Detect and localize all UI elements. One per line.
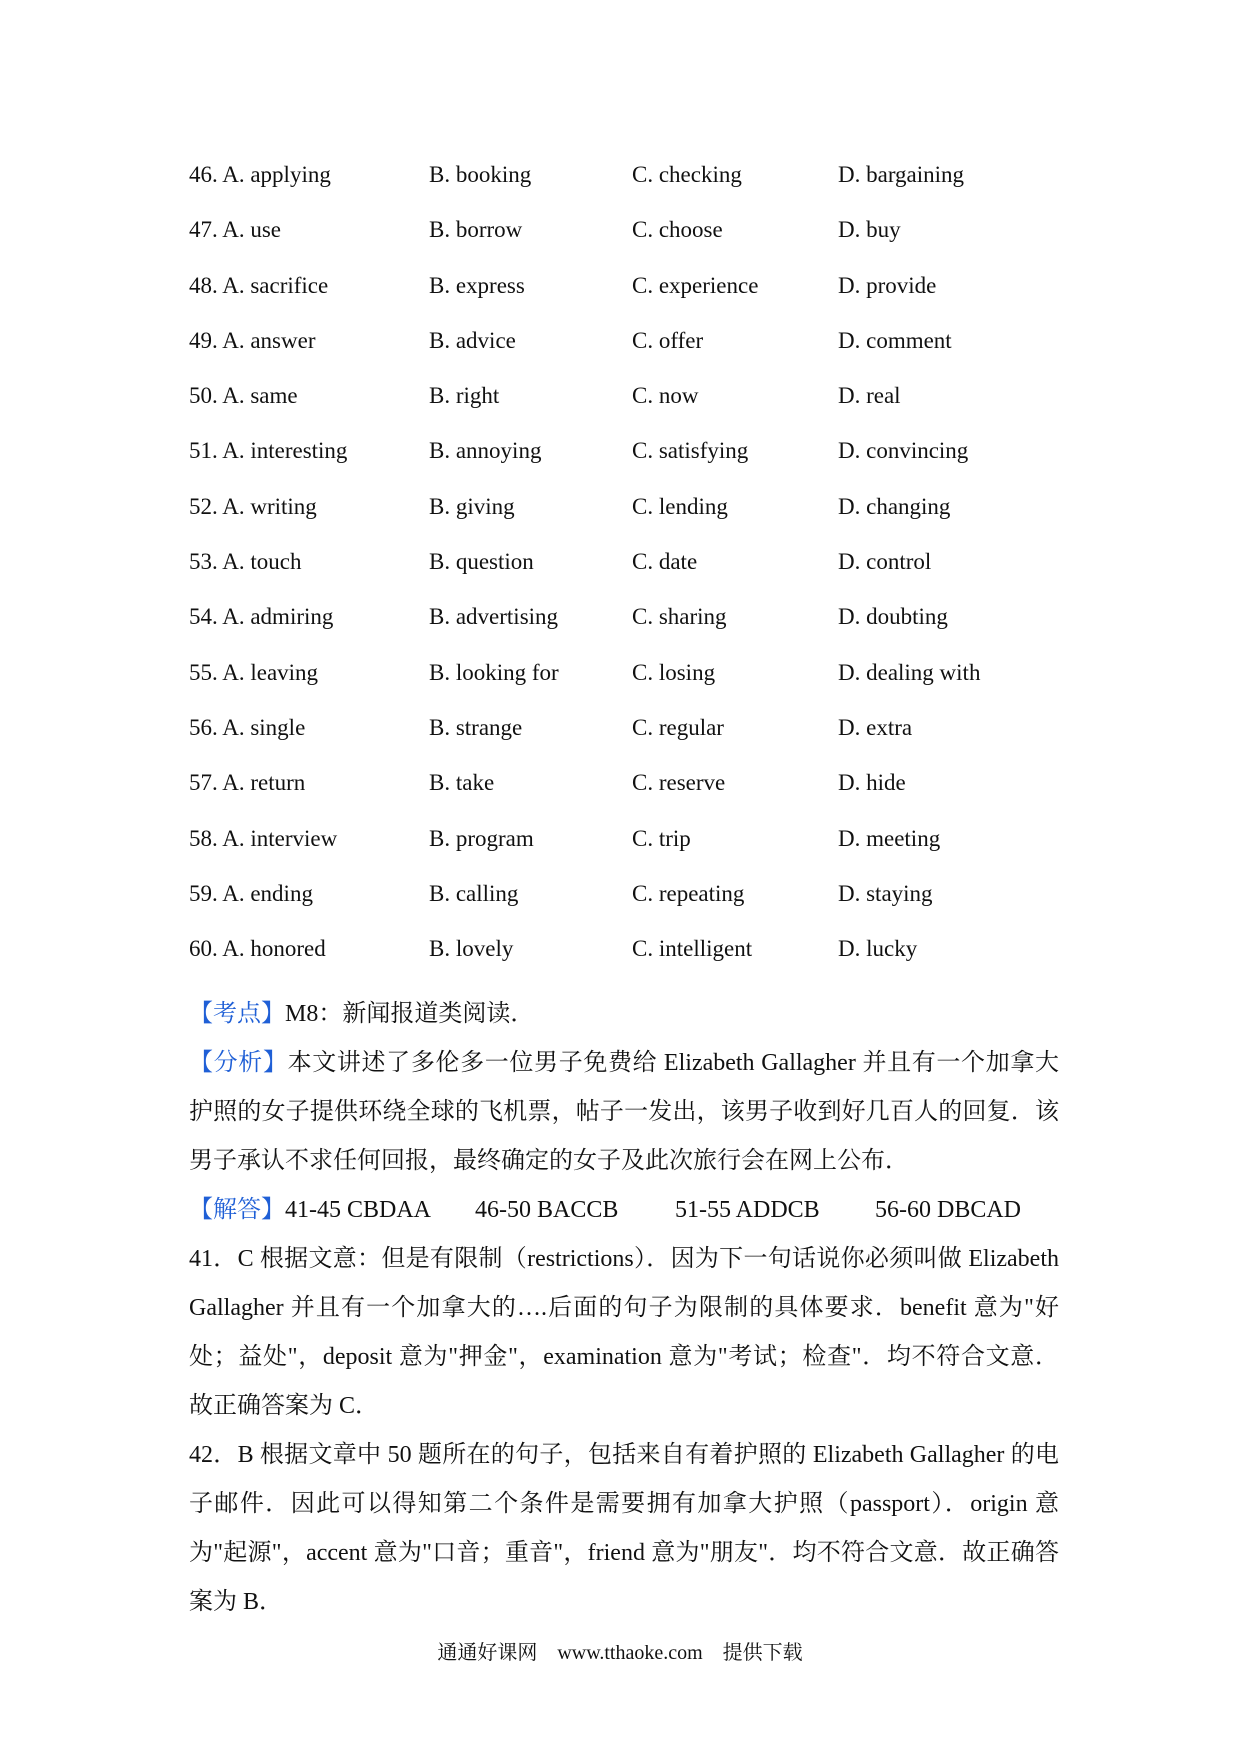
- explanation-42: 42．B 根据文章中 50 题所在的句子，包括来自有着护照的 Elizabeth Gallagher 的电子邮件．因此可以得知第二个条件是需要拥有加拿大护照（passport）．origin 意为"起源"，accent 意为"口音；重音"，friend 意为"朋友"．均不符合文意．故正确答案为 B．: [189, 1442, 1059, 1615]
- option-a: 53. A. touch: [189, 549, 302, 575]
- option-c: C. trip: [632, 825, 691, 851]
- answer-group: 51-55 ADDCB: [675, 1197, 820, 1223]
- analysis-section: [189, 990, 1059, 1627]
- option-c: C. lending: [632, 493, 728, 519]
- option-b: B. annoying: [429, 438, 542, 464]
- option-c: C. sharing: [632, 604, 727, 630]
- option-c: C. checking: [632, 162, 742, 187]
- page-footer: 通通好课网 www.tthaoke.com 提供下载: [437, 1642, 803, 1664]
- options-table: [189, 160, 1089, 989]
- option-a: 48. A. sacrifice: [189, 272, 329, 298]
- option-b: B. strange: [429, 714, 523, 740]
- explanation-41: 41．C 根据文意：但是有限制（restrictions）．因为下一句话说你必须叫做 Elizabeth Gallagher 并且有一个加拿大的….后面的句子为限制的具体要求．benefit 意为"好处；益处"，deposit 意为"押金"，examination 意为"考试；检查"．均不符合文意．故正确答案为 C．: [189, 1246, 1059, 1419]
- option-row-57: [189, 768, 1089, 823]
- option-b: B. advertising: [429, 604, 559, 630]
- option-row-46: [189, 160, 1089, 215]
- option-a: 59. A. ending: [189, 880, 313, 906]
- answer-group: 56-60 DBCAD: [875, 1197, 1022, 1223]
- option-b: B. lovely: [429, 936, 514, 962]
- option-c: C. reserve: [632, 770, 726, 796]
- option-row-49: [189, 326, 1089, 381]
- option-row-47: [189, 215, 1089, 270]
- option-d: D. staying: [838, 880, 933, 906]
- option-d: D. real: [838, 383, 901, 409]
- fenxi-text: 本文讲述了多伦多一位男子免费给 Elizabeth Gallagher 并且有一个加拿大护照的女子提供环绕全球的飞机票，帖子一发出，该男子收到好几百人的回复．该男子承认不求任何回报，最终确定的女子及此次旅行会在网上公布．: [189, 1050, 1059, 1174]
- option-row-58: [189, 824, 1089, 879]
- option-d: D. hide: [838, 770, 906, 796]
- option-b: B. advice: [429, 327, 516, 353]
- option-d: D. comment: [838, 327, 952, 353]
- option-row-48: [189, 271, 1089, 326]
- kaodian-tag: 【考点】: [189, 1001, 285, 1027]
- option-d: D. bargaining: [838, 162, 965, 187]
- answer-group: 41-45 CBDAA: [285, 1197, 432, 1223]
- option-row-54: [189, 602, 1089, 657]
- option-a: 57. A. return: [189, 770, 306, 796]
- option-row-52: [189, 492, 1089, 547]
- option-d: D. provide: [838, 272, 937, 298]
- option-d: D. convincing: [838, 438, 969, 464]
- option-c: C. satisfying: [632, 438, 749, 464]
- option-b: B. giving: [429, 493, 515, 519]
- option-a: 50. A. same: [189, 383, 298, 409]
- option-c: C. regular: [632, 714, 724, 740]
- option-a: 46. A. applying: [189, 162, 331, 187]
- option-a: 60. A. honored: [189, 936, 326, 962]
- option-a: 47. A. use: [189, 217, 281, 243]
- option-row-60: [189, 934, 1089, 989]
- option-row-59: [189, 879, 1089, 934]
- option-b: B. booking: [429, 162, 532, 187]
- option-b: B. express: [429, 272, 525, 298]
- option-c: C. date: [632, 549, 698, 575]
- option-c: C. now: [632, 383, 699, 409]
- option-d: D. extra: [838, 714, 913, 740]
- option-a: 51. A. interesting: [189, 438, 348, 464]
- fenxi-tag: 【分析】: [189, 1050, 288, 1076]
- option-row-55: [189, 658, 1089, 713]
- option-row-51: [189, 436, 1089, 491]
- option-a: 49. A. answer: [189, 327, 316, 353]
- option-c: C. intelligent: [632, 936, 753, 962]
- option-d: D. changing: [838, 493, 951, 519]
- option-c: C. experience: [632, 272, 759, 298]
- option-b: B. question: [429, 549, 534, 575]
- option-b: B. right: [429, 383, 500, 409]
- option-c: C. offer: [632, 327, 704, 353]
- option-c: C. choose: [632, 217, 723, 243]
- option-a: 56. A. single: [189, 714, 306, 740]
- option-d: D. control: [838, 549, 932, 575]
- option-b: B. program: [429, 825, 534, 851]
- option-b: B. take: [429, 770, 495, 796]
- option-d: D. meeting: [838, 825, 941, 851]
- option-c: C. losing: [632, 659, 716, 685]
- jieda-paragraph: [189, 1186, 1059, 1235]
- option-c: C. repeating: [632, 880, 745, 906]
- kaodian-text: M8：新闻报道类阅读．: [285, 1001, 535, 1027]
- option-d: D. buy: [838, 217, 901, 243]
- jieda-tag: 【解答】: [189, 1197, 285, 1223]
- answer-group: 46-50 BACCB: [475, 1197, 619, 1223]
- option-row-50: [189, 381, 1089, 436]
- option-a: 58. A. interview: [189, 825, 338, 851]
- option-a: 55. A. leaving: [189, 659, 319, 685]
- option-a: 52. A. writing: [189, 493, 317, 519]
- kaodian-paragraph: [189, 990, 1059, 1039]
- option-d: D. dealing with: [838, 659, 981, 685]
- option-b: B. borrow: [429, 217, 523, 243]
- option-d: D. doubting: [838, 604, 948, 630]
- option-row-56: [189, 713, 1089, 768]
- option-row-53: [189, 547, 1089, 602]
- option-d: D. lucky: [838, 936, 918, 962]
- fenxi-paragraph: [189, 1039, 1059, 1186]
- option-a: 54. A. admiring: [189, 604, 334, 630]
- option-b: B. calling: [429, 880, 519, 906]
- option-b: B. looking for: [429, 659, 559, 685]
